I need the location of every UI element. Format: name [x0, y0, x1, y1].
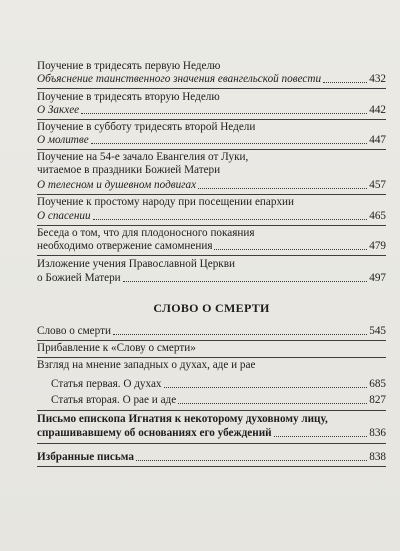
toc-entry-title: Взгляд на мнение западных о духах, аде и рае: [37, 359, 256, 371]
toc-entry-title: Избранные письма 838: [37, 451, 386, 463]
toc-entry-title: Письмо епископа Игнатия к некоторому духовному лицу,: [37, 413, 328, 425]
page-number: 827: [369, 394, 386, 406]
toc-entry-title: о Божией Матери 497: [37, 272, 386, 284]
toc-entry-subtitle: О молитве 447: [37, 134, 386, 146]
toc-entry-title: Поучение в тридесять вторую Неделю: [37, 91, 220, 103]
leader-dots: [123, 280, 368, 282]
toc-entry-subtitle: О телесном и душевном подвигах 457: [37, 179, 386, 191]
toc-entry-subtitle: О спасении 465: [37, 210, 386, 222]
leader-dots: [91, 142, 368, 144]
leader-dots: [323, 81, 367, 83]
toc-entry-title: Беседа о том, что для плодоносного покаяния: [37, 227, 255, 239]
toc-entry-title: Слово о смерти 545: [37, 325, 386, 337]
page-number: 447: [369, 134, 386, 146]
section-heading: СЛОВО О СМЕРТИ: [153, 301, 270, 315]
leader-dots: [164, 386, 368, 388]
leader-dots: [136, 459, 367, 461]
leader-dots: [274, 435, 368, 437]
leader-dots: [214, 248, 367, 250]
toc-entry-title: Поучение в тридесять первую Неделю: [37, 60, 221, 72]
toc-entry-title: Прибавление к «Слову о смерти»: [37, 342, 196, 354]
leader-dots: [81, 112, 367, 114]
page-number: 442: [369, 104, 386, 116]
page-number: 432: [369, 73, 386, 85]
leader-dots: [93, 218, 368, 220]
toc-entry-title: необходимо отвержение самомнения 479: [37, 240, 386, 252]
page-number: 685: [369, 378, 386, 390]
toc-entry-subtitle: Статья первая. О духах 685: [51, 378, 386, 390]
page-number: 479: [369, 240, 386, 252]
divider: [37, 225, 386, 226]
page-number: 838: [369, 451, 386, 463]
divider: [37, 194, 386, 195]
divider: [37, 255, 386, 256]
toc-entry-subtitle: Объяснение таинственного значения евангельской повести 432: [37, 73, 386, 85]
toc-entry-subtitle: О Закхее 442: [37, 104, 386, 116]
divider: [37, 443, 386, 444]
leader-dots: [178, 402, 367, 404]
page-number: 457: [369, 179, 386, 191]
leader-dots: [113, 333, 367, 335]
divider: [37, 410, 386, 411]
divider: [37, 149, 386, 150]
toc-entry-title: Поучение к простому народу при посещении епархии: [37, 196, 295, 208]
divider: [37, 357, 386, 358]
toc-entry-title: спрашивавшему об основаниях его убеждений 836: [37, 427, 386, 439]
toc-entry-title: Поучение в субботу тридесять второй Недели: [37, 121, 256, 133]
page-number: 497: [369, 272, 386, 284]
divider: [37, 466, 386, 467]
leader-dots: [198, 187, 367, 189]
toc-entry-title: читаемое в праздники Божией Матери: [37, 164, 221, 176]
page-number: 545: [369, 325, 386, 337]
toc-entry-subtitle: Статья вторая. О рае и аде 827: [51, 394, 386, 406]
divider: [37, 88, 386, 89]
page-number: 836: [369, 427, 386, 439]
toc-entry-title: Изложение учения Православной Церкви: [37, 258, 236, 270]
page-number: 465: [369, 210, 386, 222]
divider: [37, 340, 386, 341]
toc-entry-title: Поучение на 54-е зачало Евангелия от Луки,: [37, 151, 249, 163]
divider: [37, 119, 386, 120]
